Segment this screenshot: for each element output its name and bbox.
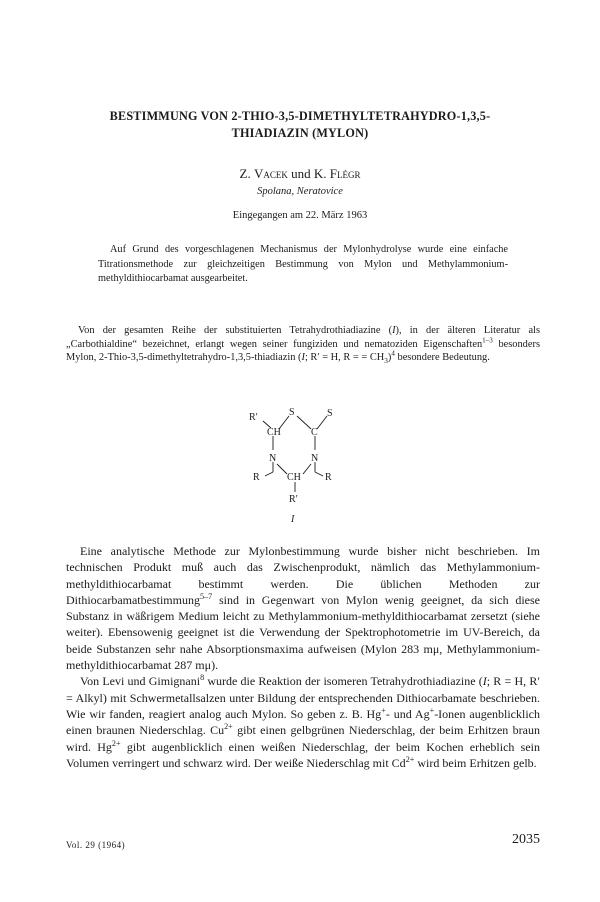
citation-ref: 4 <box>391 349 395 358</box>
ring-ch-left: CH <box>267 427 281 438</box>
substituent-r-right: R <box>325 472 332 483</box>
p2-part-4: - und Ag <box>385 706 430 721</box>
p2-part-5: -Ionen augenblicklich einen braunen Niederschlag. Cu <box>66 706 541 738</box>
compound-ref: I <box>482 674 487 689</box>
structure-label: I <box>291 514 295 525</box>
substituent-r-left: R <box>253 472 260 483</box>
intro-part-4: ; R′ = H, R = = CH <box>304 352 385 364</box>
affiliation: Spolana, Neratovice <box>257 186 343 197</box>
authors-line <box>0 166 600 182</box>
author-connector: und <box>291 166 311 181</box>
citation-ref: 5–7 <box>199 591 213 601</box>
author-1-name: Vacek <box>253 166 288 181</box>
substituent-r-prime-bottom: R′ <box>289 494 298 505</box>
paragraph-2 <box>66 673 540 771</box>
compound-ref: I <box>301 352 305 364</box>
charge: 2+ <box>224 722 233 732</box>
p2-part-3: ; R = H, R′ = Alkyl) mit Schwermetallsalzen unter Bildung der entsprechenden Dithiocarbamate beschrieben. Wie wir fanden, reagiert analog auch Mylon. So geben z. B. Hg <box>66 674 540 721</box>
subscript: 3 <box>384 357 388 366</box>
article-title <box>60 108 540 142</box>
ring-carbon-right: C <box>311 427 318 438</box>
intro-part-5: ) <box>387 352 392 364</box>
charge: 2+ <box>111 738 121 748</box>
compound-ref: I <box>392 325 396 336</box>
ring-sulfur: S <box>289 407 295 418</box>
intro-part-3: besonders Mylon, 2-Thio-3,5-dimethyltetrahydro-1,3,5-thiadiazin ( <box>66 338 540 364</box>
substituent-r-prime-left: R′ <box>249 412 258 423</box>
paragraph-1 <box>66 543 540 673</box>
chemical-structure <box>225 400 385 530</box>
title-line-1: BESTIMMUNG VON 2-THIO-3,5-DIMETHYLTETRAHYDRO-1,3,5- <box>109 109 491 123</box>
charge: + <box>429 705 435 715</box>
abstract <box>98 243 508 287</box>
ring-ch-bottom: CH <box>287 472 301 483</box>
p1-part-1: Eine analytische Methode zur Mylonbestimmung wurde bisher nicht beschrieben. Im technischen Produkt muß auch das Zwischenprodukt, nämlich das Methylammonium-methyldithiocarbamat bestimmt werden. Die üblichen Methoden zur Dithiocarbamatbestimmung <box>66 544 540 607</box>
p2-part-6: gibt einen gelbgrünen Niederschlag, der beim Erhitzen braun wird. Hg <box>66 723 540 754</box>
p2-part-1: Von Levi und Gimignani <box>80 674 201 689</box>
p2-part-2: wurde die Reaktion der isomeren Tetrahydrothiadiazine ( <box>204 674 483 689</box>
ring-nitrogen-right: N <box>311 453 319 464</box>
journal-volume: Vol. 29 (1964) <box>66 840 126 850</box>
author-1-initial: Z. <box>239 166 251 181</box>
p2-part-7: gibt augenblicklich einen weißen Niederschlag, der beim Kochen erheblich sein Volumen verringert und schwarz wird. Der weiße Niederschlag mit Cd <box>66 739 540 770</box>
author-2-name: Flégr <box>329 166 361 181</box>
citation-ref: 1–3 <box>482 336 493 345</box>
title-line-2: THIADIAZIN (MYLON) <box>231 126 369 140</box>
citation-ref: 8 <box>200 673 205 683</box>
intro-part-2: ), in der älteren Literatur als „Carbothialdine“ bezeichnet, erlangt wegen seiner fungiziden und nematoziden Eigenschaften <box>66 325 540 350</box>
charge: + <box>381 705 386 715</box>
thione-sulfur: S <box>327 408 333 419</box>
abstract-text: Auf Grund des vorgeschlagenen Mechanismus der Mylonhydrolyse wurde eine einfache Titrationsmethode zur gleichzeitigen Bestimmung von Mylon und Methylammonium-methyldithiocarbamat ausgearbeitet. <box>98 244 508 284</box>
intro-part-1: Von der gesamten Reihe der substituierten Tetrahydrothiadiazine ( <box>78 325 393 336</box>
p2-part-8: wird beim Erhitzen gelb. <box>414 755 537 770</box>
received-date: Eingegangen am 22. März 1963 <box>232 210 368 221</box>
charge: 2+ <box>405 754 415 764</box>
intro-part-6: besondere Bedeutung. <box>394 352 490 364</box>
ring-nitrogen-left: N <box>269 453 277 464</box>
intro-paragraph <box>66 324 540 365</box>
page-number: 2035 <box>512 832 540 847</box>
author-2-initial: K. <box>313 166 327 181</box>
p1-part-2: sind in Gegenwart von Mylon wenig geeignet, da sich diese Substanz in wäßrigem Medium leicht zu Methylammonium-methyldithiocarbamat zersetzt (siehe weiter). Ebensowenig geeignet ist die Verwendung der Spektrophotometrie im UV-Bereich, da beide Substanzen sehr nahe Absorptionsmaxima aufweisen (Mylon 283 mμ, Methylammonium-methyldithiocarbamat 287 mμ). <box>66 592 540 673</box>
main-text <box>66 543 540 771</box>
